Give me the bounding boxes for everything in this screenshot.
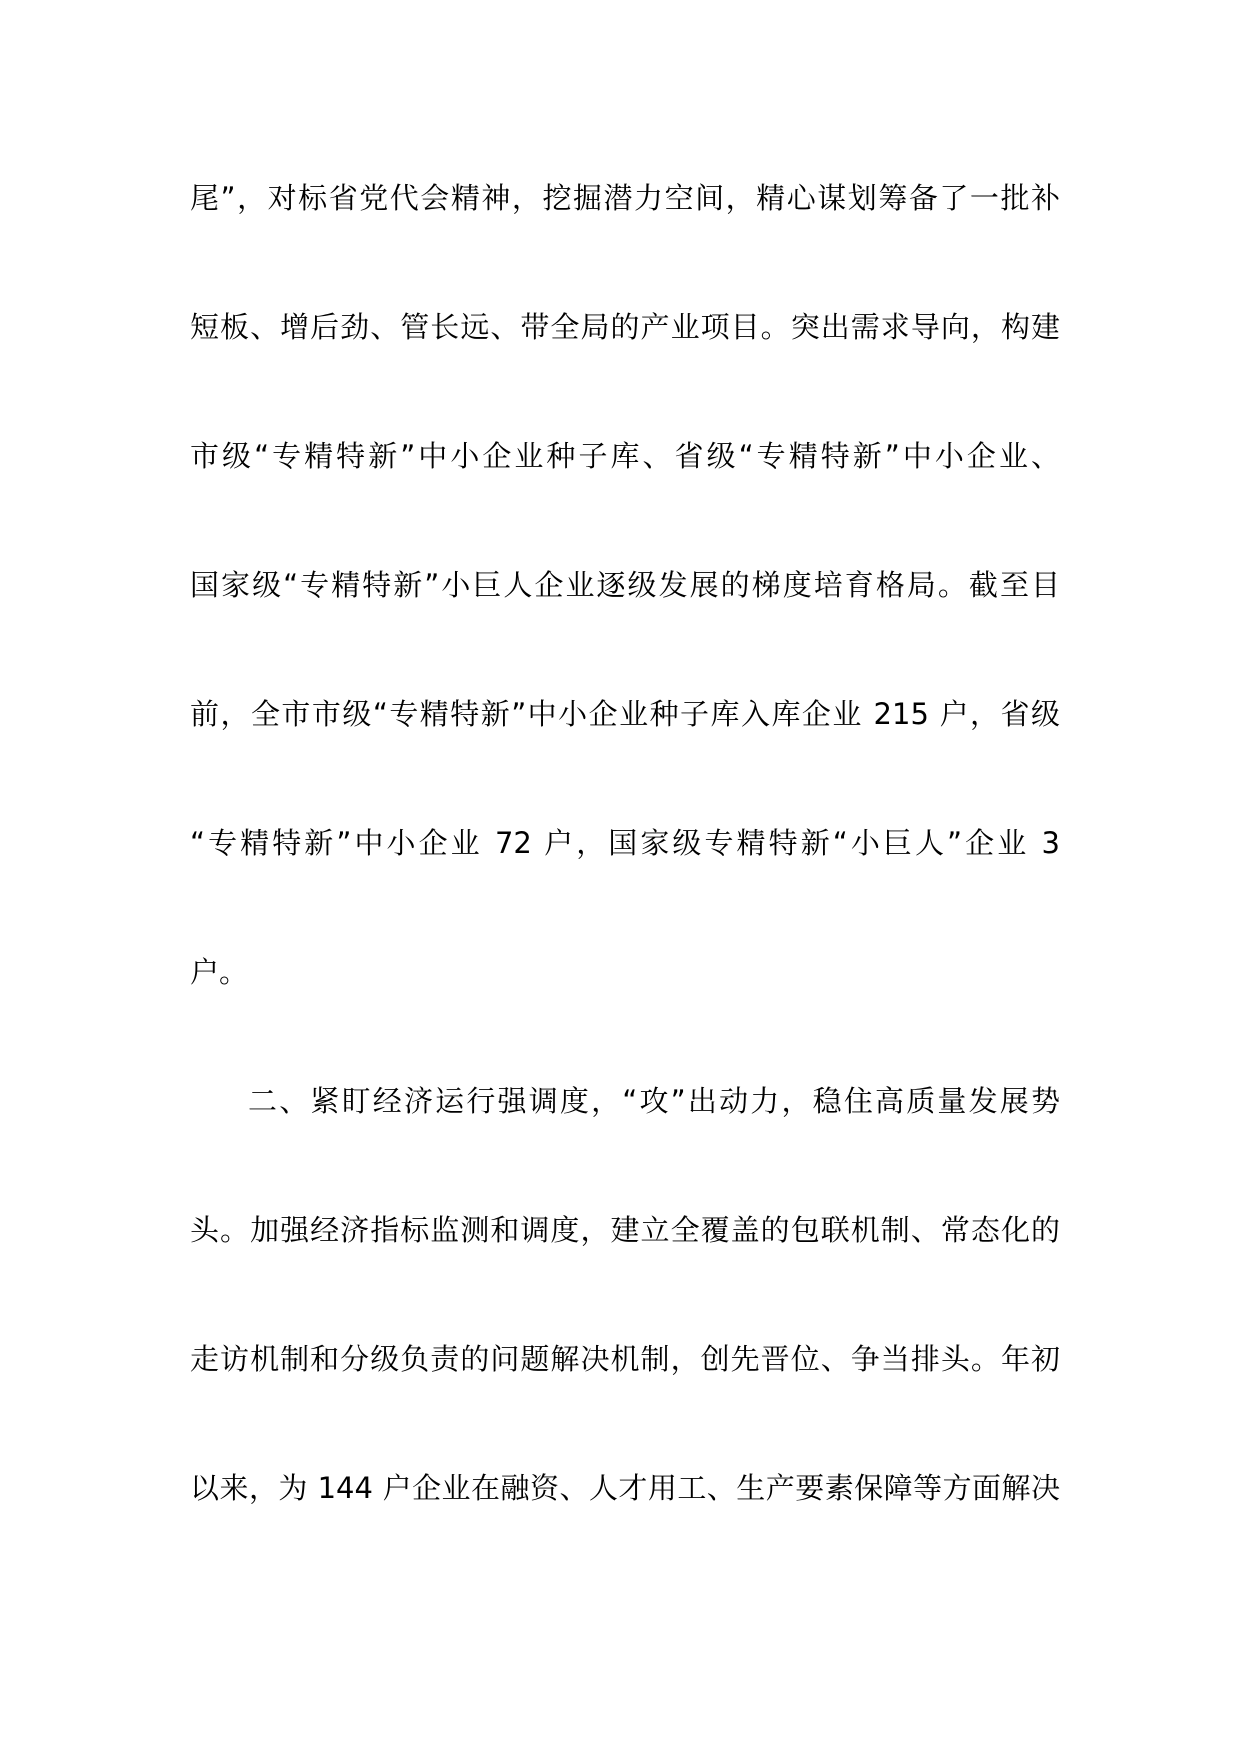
body-text-line: 前，全市市级“专精特新”中小企业种子库入库企业 215 户，省级 [190, 697, 1060, 731]
body-text-line: 短板、增后劲、管长远、带全局的产业项目。突出需求导向，构建 [190, 310, 1060, 344]
body-text-line: 国家级“专精特新”小巨人企业逐级发展的梯度培育格局。截至目 [190, 568, 1060, 602]
body-text-line: 尾”，对标省党代会精神，挖掘潜力空间，精心谋划筹备了一批补 [190, 181, 1060, 215]
body-text-line: 走访机制和分级负责的问题解决机制，创先晋位、争当排头。年初 [190, 1342, 1060, 1376]
section-heading-line: 二、紧盯经济运行强调度，“攻”出动力，稳住高质量发展势 [248, 1084, 1060, 1118]
body-text-line: 市级“专精特新”中小企业种子库、省级“专精特新”中小企业、 [190, 439, 1060, 473]
body-text-line: 以来，为 144 户企业在融资、人才用工、生产要素保障等方面解决 [190, 1471, 1060, 1505]
body-text-line: “专精特新”中小企业 72 户，国家级专精特新“小巨人”企业 3 [190, 826, 1060, 860]
body-text-line: 头。加强经济指标监测和调度，建立全覆盖的包联机制、常态化的 [190, 1213, 1060, 1247]
body-text-line: 户。 [190, 955, 249, 989]
